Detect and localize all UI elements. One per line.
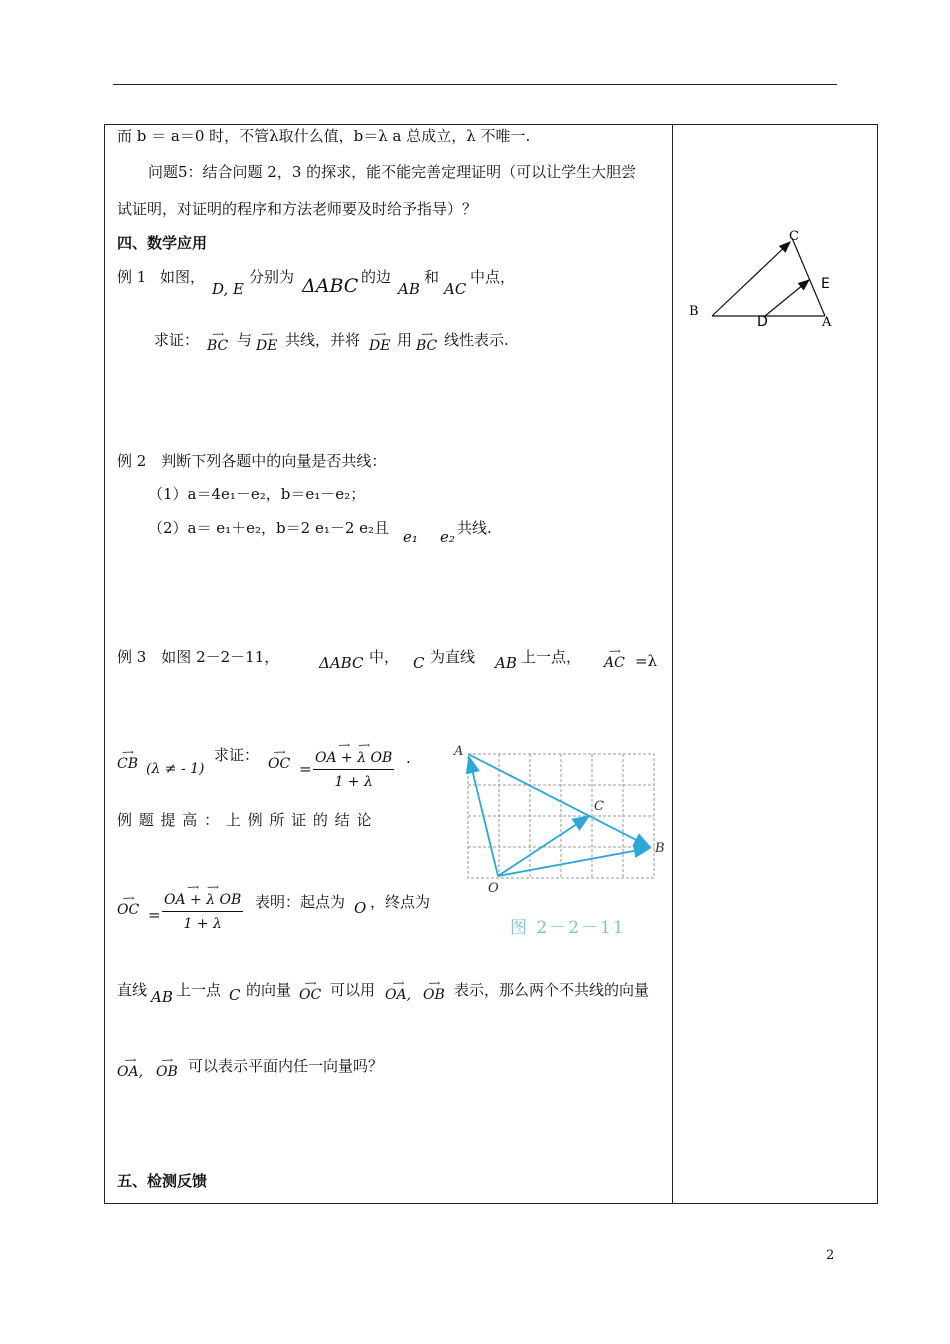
example-1-text: 分别为 [249, 268, 295, 286]
prove-text: 用 [397, 331, 413, 349]
means-text: ，终点为 [370, 893, 431, 911]
table-column-divider [672, 124, 673, 1204]
math-ab: AB [398, 280, 420, 298]
fraction-numerator: --→ --→ OA + λ OB [313, 742, 394, 770]
vector-oa: --→ OA, [385, 979, 412, 1003]
point-c-label: C [594, 799, 604, 814]
label-c: C [789, 229, 799, 244]
math-equals: = [299, 760, 312, 778]
grid-figure [450, 740, 670, 900]
page-number: 2 [826, 1248, 835, 1263]
prove-text: 共线，并将 [285, 331, 361, 349]
example-1-text: 中点， [470, 268, 516, 286]
label-d: D [757, 314, 768, 330]
prove-label: 求证： [214, 746, 260, 764]
example-2-item-2-end: 共线. [457, 519, 492, 537]
label-a: A [822, 315, 832, 330]
math-equals: = [148, 906, 161, 924]
vector-ob: --→ OB [156, 1056, 178, 1080]
grid-lines [468, 754, 654, 878]
math-triangle-abc: ΔABC [302, 275, 359, 297]
math-e2: e₂ [440, 528, 455, 546]
prove-text: 与 [237, 331, 253, 349]
math-triangle-abc: ΔABC [319, 654, 364, 672]
question-5: 问题5：结合问题 2，3 的探求，能不能完善定理证明（可以让学生大胆尝 [148, 163, 637, 181]
example-2-item-2: （2）a＝ e₁＋e₂，b＝2 e₁－2 e₂且 [148, 519, 390, 537]
text-line-1: 而 b ＝ a＝0 时，不管λ取什么值，b＝λ a 总成立，λ 不唯一. [117, 127, 531, 145]
vector-ac: --→ AC [604, 647, 625, 671]
fraction-denominator: 1 + λ [334, 774, 373, 790]
example-3-text: 上一点， [521, 648, 582, 666]
label-e: E [821, 276, 830, 292]
vector-oc: --→ OC [117, 894, 140, 918]
vector-bc: --→ BC [207, 330, 229, 354]
example-3-text: 中， [369, 648, 400, 666]
math-de: D, E [212, 280, 244, 298]
math-condition: (λ ≠ - 1) [146, 761, 205, 777]
line-text: 上一点 [176, 981, 222, 999]
label-b: B [689, 304, 699, 319]
line-text: 表示，那么两个不共线的向量 [454, 981, 650, 999]
vector-oc: --→ OC [299, 979, 322, 1003]
line-text: 直线 [117, 981, 148, 999]
improve-text: 例 题 提 高 ： 上 例 所 证 的 结 论 [117, 811, 373, 829]
vector-de-arrow [765, 280, 809, 316]
vector-cb: --→ CB [117, 748, 138, 772]
math-e1: e₁ [403, 528, 418, 546]
example-2-item-1: （1）a＝4e₁－e₂，b＝e₁－e₂； [148, 485, 366, 503]
example-1-text: 的边 [361, 268, 392, 286]
fraction-denominator: 1 + λ [183, 916, 222, 932]
vector-oc: --→ OC [268, 748, 291, 772]
question-text: 可以表示平面内任一向量吗？ [188, 1057, 384, 1075]
math-ac: AC [444, 280, 467, 298]
vector-ob: --→ OB [423, 979, 445, 1003]
prove-text: 线性表示. [444, 331, 509, 349]
example-2-label: 例 2 判断下列各题中的向量是否共线： [117, 452, 387, 470]
fraction [162, 884, 243, 932]
vector-oa: --→ OA, [117, 1056, 144, 1080]
example-1-label: 例 1 [117, 268, 147, 286]
fraction [313, 742, 394, 790]
triangle-figure [680, 220, 850, 340]
math-c: C [413, 654, 425, 672]
line-text: 的向量 [246, 981, 292, 999]
math-ab: AB [151, 988, 173, 1006]
example-3-text: 为直线 [430, 648, 476, 666]
example-1-text: 如图， [160, 268, 206, 286]
example-1-text: 和 [424, 268, 440, 286]
math-ab: AB [495, 654, 517, 672]
section-heading-4: 四、数学应用 [117, 234, 208, 252]
period: . [406, 749, 411, 767]
math-equals-lambda: =λ [635, 652, 658, 670]
point-a-label: A [454, 744, 464, 759]
example-3-text: 例 3 如图 2－2－11， [117, 648, 280, 666]
figure-caption: 图 2－2－11 [510, 918, 626, 938]
math-o: O [354, 899, 367, 917]
vector-bc: --→ BC [416, 330, 438, 354]
text-line-3: 试证明，对证明的程序和方法老师要及时给予指导）？ [117, 200, 478, 218]
point-o-label: O [488, 881, 499, 896]
point-b-label: B [655, 841, 665, 856]
means-text: 表明：起点为 [255, 893, 346, 911]
prove-label: 求证： [154, 331, 200, 349]
vector-de: --→ DE [256, 330, 278, 354]
fraction-numerator: --→ --→ OA + λ OB [162, 884, 243, 912]
header-rule [113, 84, 837, 85]
section-heading-5: 五、检测反馈 [117, 1172, 208, 1190]
math-c: C [229, 986, 241, 1004]
vector-de: --→ DE [369, 330, 391, 354]
line-text: 可以用 [330, 981, 376, 999]
